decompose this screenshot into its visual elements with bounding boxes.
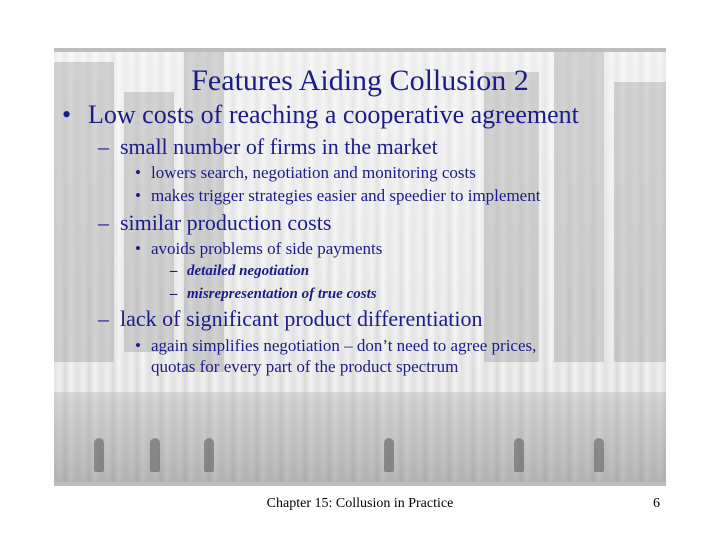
list-item (135, 238, 382, 260)
list-item-text: avoids problems of side payments (151, 239, 383, 258)
list-sub-item (170, 261, 309, 281)
sub-bullet-similar-production-costs (98, 210, 331, 236)
list-item-text: makes trigger strategies easier and speedier to implement (151, 186, 541, 205)
sub-bullet-product-differentiation (98, 306, 482, 332)
sub-bullet-small-number-of-firms (98, 134, 438, 160)
slide-footer (0, 494, 720, 516)
photo-pedestrian (204, 438, 214, 472)
sub-bullet-text: similar production costs (120, 210, 332, 235)
photo-pedestrian (94, 438, 104, 472)
photo-street (54, 392, 666, 482)
slide-title: Features Aiding Collusion 2 (191, 64, 529, 97)
photo-pedestrian (384, 438, 394, 472)
photo-pedestrian (150, 438, 160, 472)
list-item-text: lowers search, negotiation and monitoring costs (151, 163, 476, 182)
dash-marker: – (98, 306, 109, 331)
list-item (135, 185, 540, 207)
dash-marker: – (98, 210, 109, 235)
bullet-marker: • (135, 186, 141, 205)
photo-pedestrian (594, 438, 604, 472)
sub-bullet-text: small number of firms in the market (120, 134, 438, 159)
list-sub-item-text: detailed negotiation (187, 263, 310, 279)
bullet-marker: • (135, 163, 141, 182)
list-item-continuation: quotas for every part of the product spectrum (151, 357, 459, 376)
list-item (135, 162, 476, 184)
list-sub-item-text: misrepresentation of true costs (187, 286, 377, 302)
photo-pedestrian (514, 438, 524, 472)
sub-bullet-text: lack of significant product differentiation (120, 306, 483, 331)
photo-building (614, 82, 666, 362)
list-item (135, 335, 536, 357)
bullet-marker: • (135, 239, 141, 258)
bullet-marker: • (135, 336, 141, 355)
footer-chapter: Chapter 15: Collusion in Practice (266, 496, 454, 511)
dash-marker: – (170, 263, 178, 279)
bullet-text: Low costs of reaching a cooperative agreement (88, 100, 579, 129)
page-number: 6 (653, 496, 660, 511)
list-item-text: again simplifies negotiation – don’t need to agree prices, (151, 336, 537, 355)
dash-marker: – (170, 286, 178, 302)
list-sub-item (170, 284, 377, 304)
dash-marker: – (98, 134, 109, 159)
bullet-level1 (62, 99, 579, 131)
bullet-marker: • (62, 100, 72, 129)
